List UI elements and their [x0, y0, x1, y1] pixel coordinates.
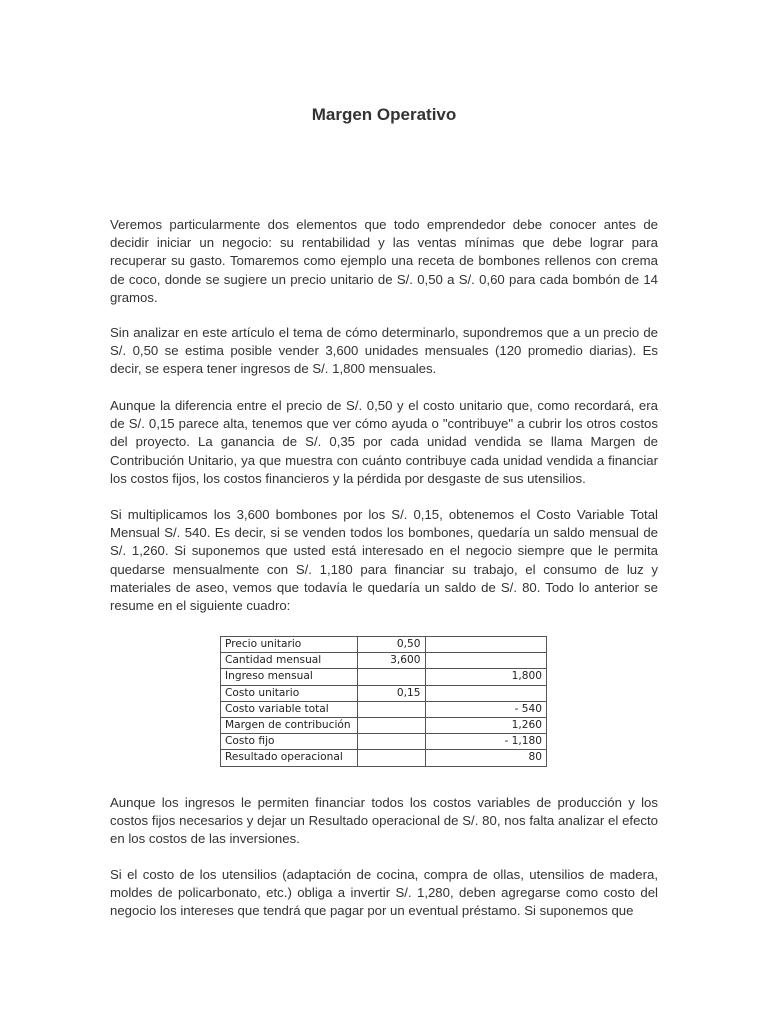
row-label: Costo variable total	[221, 701, 358, 717]
table-row	[221, 701, 547, 717]
summary-table-wrapper	[220, 636, 547, 772]
row-unit-value: 0,15	[357, 685, 425, 701]
paragraph-operational-result: Aunque los ingresos le permiten financiar todos los costos variables de producción y los costos fijos necesarios y dejar un Resultado operacional de S/. 80, nos falta analizar el efecto en los costos de las inversiones.	[110, 795, 658, 847]
row-total-value: 1,800	[425, 669, 547, 685]
row-total-value: - 1,180	[425, 734, 547, 750]
table-row	[221, 653, 547, 669]
row-total-value	[425, 685, 547, 701]
row-label: Costo unitario	[221, 685, 358, 701]
row-unit-value	[357, 750, 425, 766]
paragraph-contribution-margin: Aunque la diferencia entre el precio de S/. 0,50 y el costo unitario que, como recordará, era de S/. 0,15 parece alta, tenemos que ver cómo ayuda o "contribuye" a cubrir los otros costos del proyecto. La ganancia de S/. 0,35 por cada unidad vendida se llama Margen de Contribución Unitario, ya que muestra con cuánto contribuye cada unidad vendida a financiar los costos fijos, los costos financieros y la pérdida por desgaste de sus utensilios.	[110, 398, 658, 486]
row-label: Cantidad mensual	[221, 653, 358, 669]
row-unit-value	[357, 669, 425, 685]
table-row	[221, 669, 547, 685]
row-total-value: 1,260	[425, 717, 547, 733]
row-total-value	[425, 637, 547, 653]
row-unit-value	[357, 717, 425, 733]
row-total-value	[425, 653, 547, 669]
row-label: Precio unitario	[221, 637, 358, 653]
row-label: Costo fijo	[221, 734, 358, 750]
paragraph-intro: Veremos particularmente dos elementos que todo emprendedor debe conocer antes de decidir iniciar un negocio: su rentabilidad y las ventas mínimas que debe lograr para recuperar su gasto. Tomaremos como ejemplo una receta de bombones rellenos con crema de coco, donde se sugiere un precio unitario de S/. 0,50 a S/. 0,60 para cada bombón de 14 gramos.	[110, 217, 658, 305]
row-unit-value: 0,50	[357, 637, 425, 653]
paragraph-variable-cost: Si multiplicamos los 3,600 bombones por los S/. 0,15, obtenemos el Costo Variable Total Mensual S/. 540. Es decir, si se venden todos los bombones, quedaría un saldo mensual de S/. 1,260. Si suponemos que usted está interesado en el negocio siempre que le permita quedarse mensualmente con S/. 1,180 para financiar su trabajo, el consumo de luz y materiales de aseo, vemos que todavía le quedaría un saldo de S/. 80. Todo lo anterior se resume en el siguiente cuadro:	[110, 507, 658, 614]
paragraph-sales-estimate: Sin analizar en este artículo el tema de cómo determinarlo, supondremos que a un precio de S/. 0,50 se estima posible vender 3,600 unidades mensuales (120 promedio diarias). Es decir, se espera tener ingresos de S/. 1,800 mensuales.	[110, 325, 658, 377]
document-title: Margen Operativo	[311, 105, 457, 124]
row-total-value: - 540	[425, 701, 547, 717]
row-label: Resultado operacional	[221, 750, 358, 766]
row-unit-value	[357, 701, 425, 717]
table-row	[221, 637, 547, 653]
row-total-value: 80	[425, 750, 547, 766]
summary-table	[220, 636, 547, 767]
paragraph-investment-costs: Si el costo de los utensilios (adaptación de cocina, compra de ollas, utensilios de madera, moldes de policarbonato, etc.) obliga a invertir S/. 1,280, deben agregarse como costo del negocio los intereses que tendrá que pagar por un eventual préstamo. Si suponemos que	[110, 867, 658, 919]
table-row	[221, 685, 547, 701]
row-label: Ingreso mensual	[221, 669, 358, 685]
row-unit-value: 3,600	[357, 653, 425, 669]
row-label: Margen de contribución	[221, 717, 358, 733]
row-unit-value	[357, 734, 425, 750]
table-row	[221, 750, 547, 766]
table-row	[221, 734, 547, 750]
table-row	[221, 717, 547, 733]
